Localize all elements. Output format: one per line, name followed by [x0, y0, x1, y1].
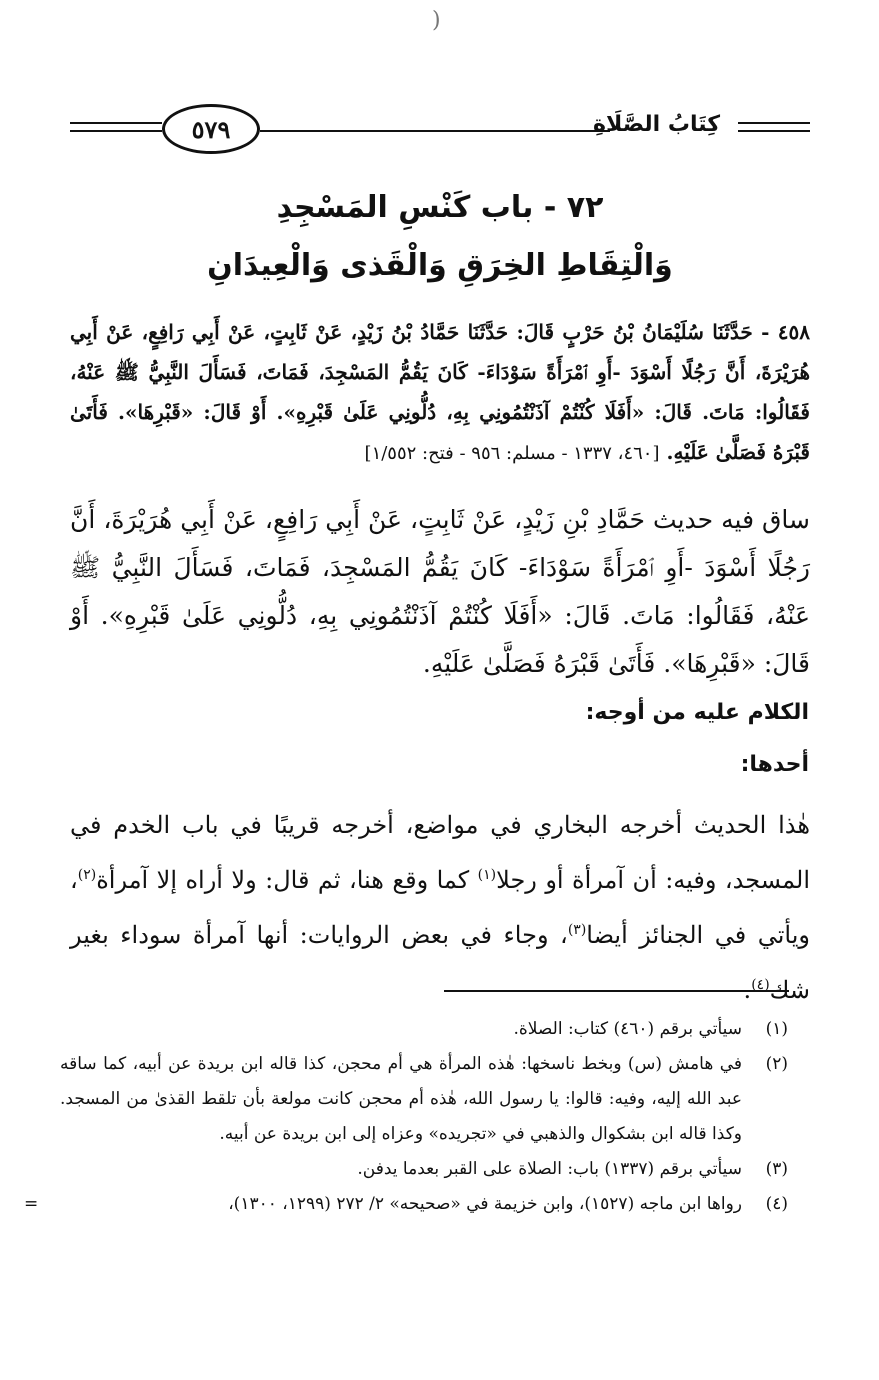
commentary-body	[70, 798, 810, 1018]
header-rule-left-top	[70, 122, 162, 124]
footnote-3	[60, 1152, 788, 1187]
footnote-text: رواها ابن ماجه (١٥٢٧)، وابن خزيمة في «صحيحه» ٢/ ٢٧٢ (١٢٩٩، ١٣٠٠)،	[228, 1194, 742, 1214]
first-aspect-heading: أحدها:	[740, 752, 809, 777]
header-rule-middle	[260, 130, 610, 132]
footnote-number: (٢)	[765, 1054, 788, 1074]
header-rule-left-bottom	[70, 130, 162, 132]
footnote-text: سيأتي برقم (٤٦٠) كتاب: الصلاة.	[513, 1019, 742, 1039]
body-part-2: كما وقع هنا، ثم قال: ولا أراه إلا آمرأة	[96, 866, 478, 894]
running-title: كِتَابُ الصَّلَاةِ	[593, 112, 720, 137]
footnote-number: (٤)	[765, 1194, 788, 1214]
commentary-heading: الكلام عليه من أوجه:	[585, 700, 809, 725]
footnote-ref-4[interactable]: (٤)	[751, 977, 770, 993]
footnote-ref-3[interactable]: (٣)	[567, 922, 587, 938]
body-part-1: هٰذا الحديث أخرجه البخاري في مواضع، أخرجه قريبًا في باب الخدم في المسجد، وفيه: أن آمرأة أو رجلا	[70, 811, 811, 894]
hadith-references: [٤٦٠، ١٣٣٧ - مسلم: ٩٥٦ - فتح: ١/٥٥٢]	[364, 443, 660, 464]
footnote-2	[60, 1047, 788, 1152]
footnote-separator	[444, 990, 789, 992]
chapter-title-line2: وَالْتِقَاطِ الخِرَقِ وَالْقَذى وَالْعِيدَانِ	[207, 248, 673, 283]
body-part-4: ، وجاء في بعض الروايات: أنها آمرأة سوداء بغير شك	[70, 921, 810, 1004]
body-part-3: ، ويأتي في الجنائز أيضا	[70, 866, 810, 949]
header-rule-right-bottom	[738, 130, 810, 132]
commentary-quote: ساق فيه حديث حَمَّادِ بْنِ زَيْدٍ، عَنْ ثَابِتٍ، عَنْ أَبِي رَافِعٍ، عَنْ أَبِي هُرَيْرَةَ، أَنَّ رَجُلًا أَسْوَدَ -أَوِ ٱمْرَأَةً سَوْدَاءَ- كَانَ يَقُمُّ المَسْجِدَ، فَمَاتَ، فَسَأَلَ النَّبِيُّ ﷺ عَنْهُ، فَقَالُوا: مَاتَ. قَالَ: «أَفَلَا كُنْتُمْ آذَنْتُمُونِي بِهِ، دُلُّونِي عَلَىٰ قَبْرِهِ». أَوْ قَالَ: «قَبْرِهَا». فَأَتَىٰ قَبْرَهُ فَصَلَّىٰ عَلَيْهِ.	[70, 505, 810, 678]
footnote-ref-1[interactable]: (١)	[477, 867, 497, 883]
scan-mark: )	[432, 8, 441, 33]
footnote-text: سيأتي برقم (١٣٣٧) باب: الصلاة على القبر بعدما يدفن.	[357, 1159, 742, 1179]
page-header	[70, 104, 810, 160]
footnote-1	[60, 1012, 788, 1047]
page-number: ٥٧٩	[191, 114, 231, 144]
chapter-title-line1: ٧٢ - باب كَنْسِ المَسْجِدِ	[276, 190, 604, 225]
hadith-body: ٤٥٨ - حَدَّثَنَا سُلَيْمَانُ بْنُ حَرْبٍ قَالَ: حَدَّثَنَا حَمَّادُ بْنُ زَيْدٍ، عَنْ ثَابِتٍ، عَنْ أَبِي رَافِعٍ، عَنْ أَبِي هُرَيْرَةَ، أَنَّ رَجُلًا أَسْوَدَ -أَوِ ٱمْرَأَةً سَوْدَاءَ- كَانَ يَقُمُّ المَسْجِدَ، فَمَاتَ، فَسَأَلَ النَّبِيُّ ﷺ عَنْهُ، فَقَالُوا: مَاتَ. قَالَ: «أَفَلَا كُنْتُمْ آذَنْتُمُونِي بِهِ، دُلُّونِي عَلَىٰ قَبْرِهِ». أَوْ قَالَ: «قَبْرِهَا». فَأَتَىٰ قَبْرَهُ فَصَلَّىٰ عَلَيْهِ.	[70, 320, 810, 464]
footnote-number: (١)	[765, 1019, 788, 1039]
footnotes	[24, 1012, 788, 1222]
hadith-text	[70, 312, 810, 474]
body-part-5: .	[743, 976, 752, 1004]
header-rule-right-top	[738, 122, 810, 124]
page-number-badge	[162, 104, 260, 154]
footnote-4	[24, 1187, 788, 1222]
footnote-text: في هامش (س) وبخط ناسخها: هٰذه المرأة هي أم محجن، كذا قاله ابن بريدة عن أبيه، كما ساقه عبد الله إليه، وفيه: قالوا: يا رسول الله، هٰذه أم محجن كانت مولعة بأن تلقط القذىٰ من المسجد. وكذا قاله ابن بشكوال والذهبي في «تجريده» وعزاه إلى ابن بريدة عن أبيه.	[60, 1054, 742, 1144]
continuation-mark: =	[24, 1194, 39, 1214]
footnote-number: (٣)	[765, 1159, 788, 1179]
footnote-ref-2[interactable]: (٢)	[77, 867, 97, 883]
